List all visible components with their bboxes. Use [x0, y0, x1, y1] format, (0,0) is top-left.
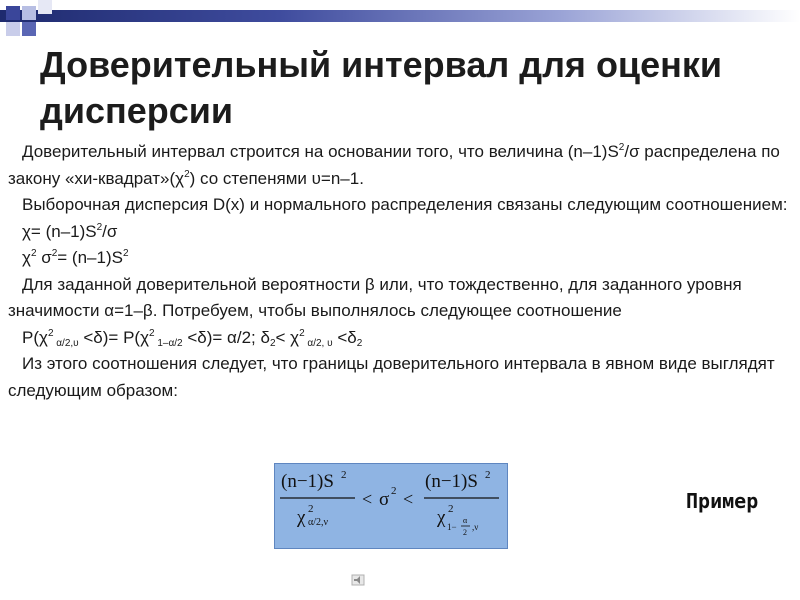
paragraph-2: Выборочная дисперсия D(x) и нормального распределения связаны следующим соотношением:: [22, 195, 788, 214]
header-square-2: [22, 6, 36, 20]
slide-title: Доверительный интервал для оценки дисперсии: [40, 44, 722, 131]
probability-line: $P(\chi^2$ $_{\alpha/2,\upsilon} <\delta)= P(\chi^2$ $_{1-\alpha/2}$ <δ)= α/2; $\delta_2< \chi^2$ $_{\alpha/2, \upsilon} <\delta_2$: [22, 327, 363, 349]
header-square-3: [38, 0, 52, 14]
formula-line-chi2: $\chi^2$ $\sigma^2= (n-1)S^2$: [22, 248, 129, 267]
formula-graphic: [275, 464, 507, 548]
left-numerator: (n−1)S: [281, 471, 334, 492]
header-bar: [0, 0, 800, 42]
left-denominator-exp: 2: [308, 503, 314, 515]
header-square-4: [6, 22, 20, 36]
header-gradient-strip: [0, 10, 800, 22]
right-denominator-sub-pre: 1−: [447, 522, 457, 532]
speaker-icon[interactable]: [350, 572, 366, 588]
sigma-symbol: σ: [379, 489, 390, 510]
header-square-1: [6, 6, 20, 20]
left-numerator-exp: 2: [341, 469, 347, 481]
slide-body: [8, 139, 793, 404]
left-denominator-sub: α/2,ν: [308, 517, 329, 528]
right-numerator-exp: 2: [485, 469, 491, 481]
less-than-1: <: [362, 489, 373, 509]
right-denominator-sub-post: ,ν: [472, 522, 479, 532]
header-square-5: [22, 22, 36, 36]
right-denominator-sub-two: 2: [463, 528, 467, 537]
sigma-exp: 2: [391, 485, 397, 497]
paragraph-3: Для заданной доверительной вероятности β или, что тождественно, для заданного уровня значимости α=1–β. Потребуем, чтобы выполнялось следующее соотношение: [8, 274, 742, 320]
example-label[interactable]: Пример: [686, 489, 759, 513]
right-denominator-exp: 2: [448, 503, 454, 515]
paragraph-1: Доверительный интервал строится на основании того, что величина $(n-1)S^2/\sigma$ распределена по закону «$хи-квадрат»(\chi^2)$ со степенями υ=n–1.: [8, 142, 780, 188]
formula-line-chi: $\chi= (n-1)S^2/\sigma$: [22, 221, 118, 241]
right-denominator-sub-alpha: α: [463, 516, 468, 525]
paragraph-4: Из этого соотношения следует, что границы доверительного интервала в явном виде выглядят следующим образом:: [8, 354, 775, 400]
right-denominator-chi: χ: [437, 507, 446, 528]
less-than-2: <: [403, 489, 414, 509]
right-numerator: (n−1)S: [425, 471, 478, 492]
left-denominator-chi: χ: [297, 507, 306, 528]
confidence-interval-formula: [274, 463, 508, 549]
